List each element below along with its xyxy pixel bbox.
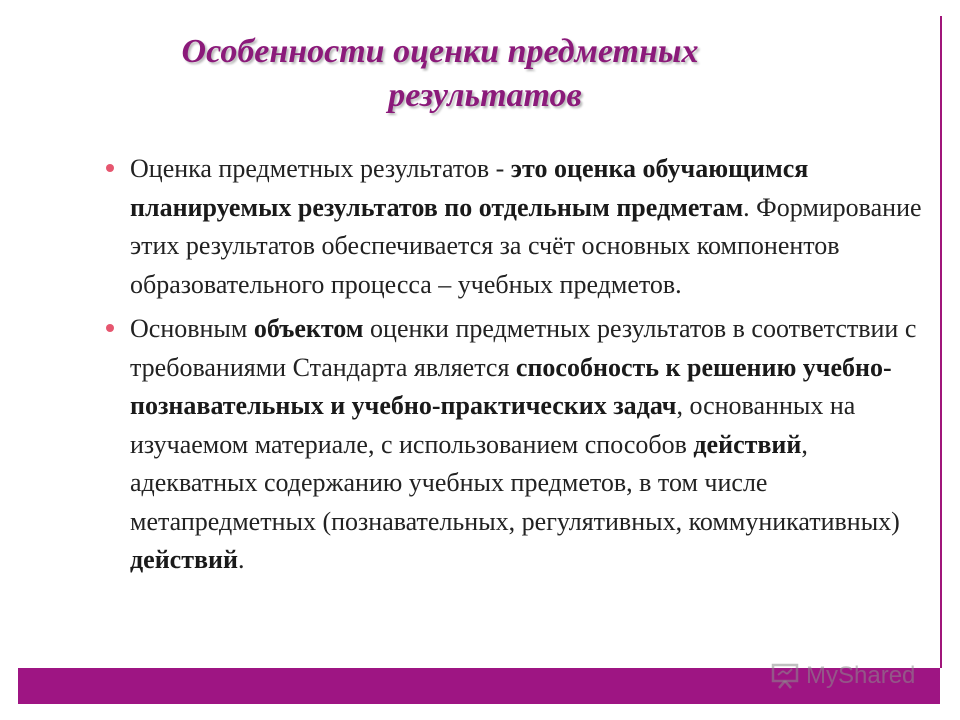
presentation-board-icon	[770, 663, 800, 689]
bullet-2-part-9: .	[238, 545, 245, 574]
slide-content	[130, 150, 930, 586]
bullet-1-part-2: это оценка обучающимся планируемых результатов по отдельным предметам	[130, 154, 809, 222]
bullet-1-part-1: Оценка предметных результатов -	[130, 154, 511, 183]
bullet-2-part-7: , адекватных содержанию учебных предметов, в том числе метапредметных (познавательных, регулятивных, коммуникативных)	[130, 429, 900, 536]
bullet-2-part-6: действий	[693, 429, 802, 459]
frame-line	[940, 16, 942, 668]
bullet-item-1	[130, 150, 930, 304]
title-line-2: результатов	[388, 77, 582, 114]
bullet-2-part-4: способность к решению учебно-познавательных и учебно-практических задач	[130, 352, 892, 420]
watermark-text: MyShared	[806, 662, 916, 689]
bullet-2-part-3: оценки предметных результатов в соответствии с требованиями Стандарта является	[130, 314, 917, 382]
bullet-icon	[106, 324, 114, 332]
bullet-1-part-3: . Формирование этих результатов обеспечивается за счёт основных компонентов образовательного процесса – учебных предметов.	[130, 192, 922, 299]
bullet-text-2	[130, 310, 930, 580]
bullet-2-part-5: , основанных на изучаемом материале, с использованием способов	[130, 391, 856, 459]
title-line-1: Особенности оценки предметных	[181, 33, 699, 70]
slide-title	[0, 30, 940, 118]
bullet-2-part-1: Основным	[130, 314, 254, 343]
bullet-item-2	[130, 310, 930, 580]
bullet-2-part-2: объектом	[253, 314, 364, 343]
bullet-2-part-8: действий	[130, 545, 238, 574]
bullet-text-1	[130, 150, 930, 304]
bullet-icon	[106, 164, 114, 172]
watermark	[770, 659, 915, 693]
